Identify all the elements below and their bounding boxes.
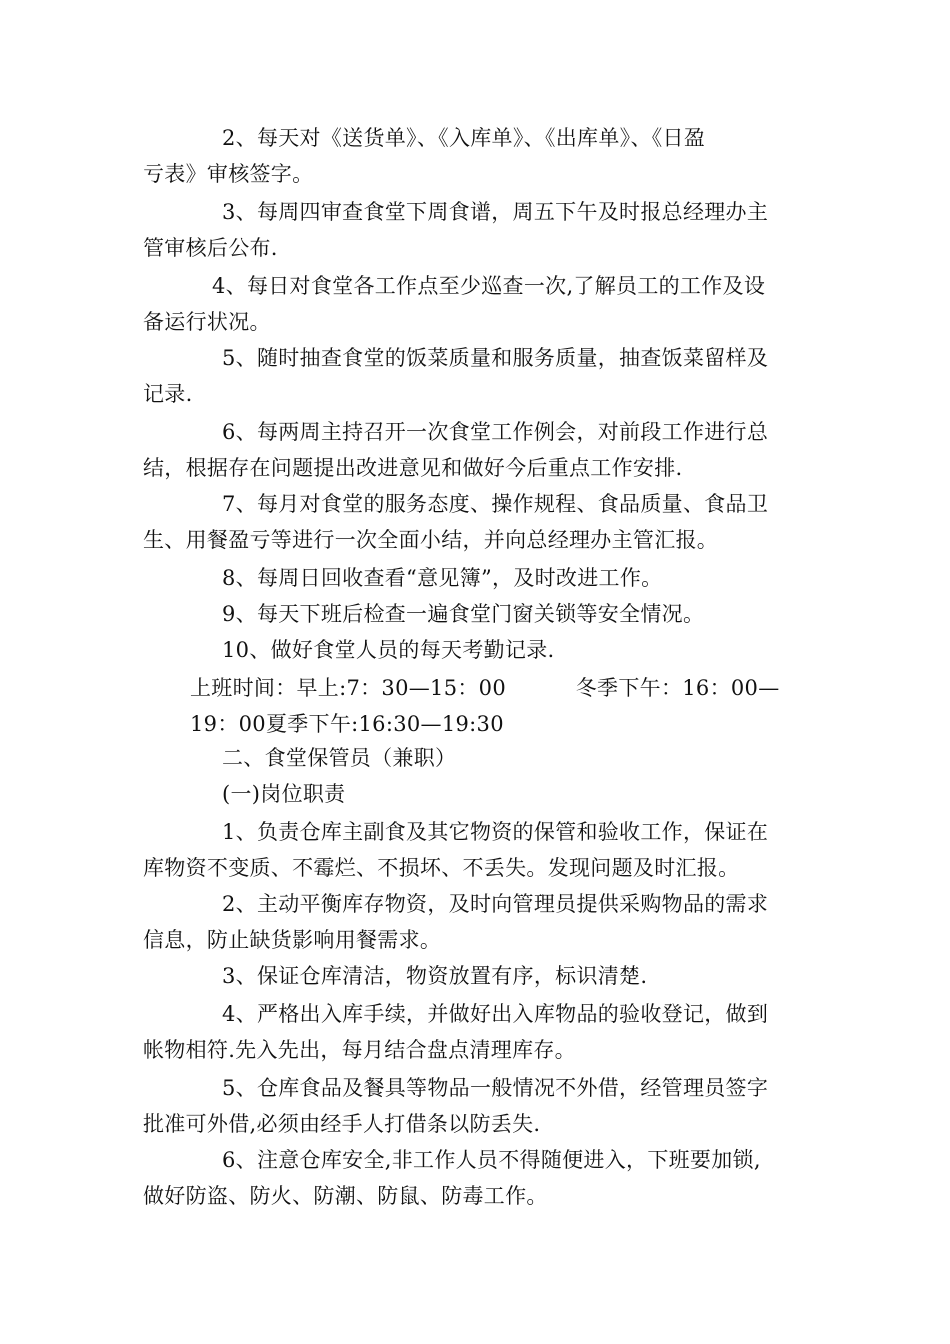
paragraph-quality-check-line-1: 5、随时抽查食堂的饭菜质量和服务质量，抽查饭菜留样及 bbox=[222, 346, 769, 370]
paragraph-biweekly-meeting-line-2: 结，根据存在问题提出改进意见和做好今后重点工作安排. bbox=[143, 456, 683, 480]
paragraph-biweekly-meeting-line-1: 6、每两周主持召开一次食堂工作例会，对前段工作进行总 bbox=[222, 420, 769, 444]
paragraph-section-storekeeper-line-1: 二、食堂保管员（兼职） bbox=[222, 746, 457, 770]
paragraph-safety-check-line-1: 9、每天下班后检查一遍食堂门窗关锁等安全情况。 bbox=[222, 602, 705, 626]
paragraph-duty-4-line-1: 4、严格出入库手续，并做好出入库物品的验收登记，做到 bbox=[222, 1002, 769, 1026]
paragraph-monthly-summary-line-1: 7、每月对食堂的服务态度、操作规程、食品质量、食品卫 bbox=[222, 492, 769, 516]
paragraph-feedback-book-line-1: 8、每周日回收查看“意见簿”，及时改进工作。 bbox=[222, 566, 663, 590]
paragraph-duty-3-line-1: 3、保证仓库清洁，物资放置有序，标识清楚. bbox=[222, 964, 648, 988]
paragraph-daily-inspection-line-2: 备运行状况。 bbox=[143, 310, 271, 334]
paragraph-duty-4-line-2: 帐物相符.先入先出，每月结合盘点清理库存。 bbox=[143, 1038, 576, 1062]
paragraph-subsection-duties-line-1: (一)岗位职责 bbox=[222, 782, 346, 806]
paragraph-weekly-menu-line-1: 3、每周四审查食堂下周食谱，周五下午及时报总经理办主 bbox=[222, 200, 769, 224]
paragraph-weekly-menu-line-2: 管审核后公布. bbox=[143, 236, 278, 260]
paragraph-work-hours-line-1: 上班时间：早上:7：30—15：00 冬季下午：16：00— bbox=[190, 676, 780, 700]
paragraph-daily-review-line-2: 亏表》审核签字。 bbox=[143, 162, 314, 186]
paragraph-work-hours-line-2: 19：00夏季下午:16:30—19:30 bbox=[190, 712, 504, 736]
paragraph-quality-check-line-2: 记录. bbox=[143, 382, 193, 406]
paragraph-duty-6-line-1: 6、注意仓库安全,非工作人员不得随便进入，下班要加锁, bbox=[222, 1148, 761, 1172]
paragraph-daily-review-line-1: 2、每天对《送货单》、《入库单》、《出库单》、《日盈 bbox=[222, 126, 706, 150]
paragraph-monthly-summary-line-2: 生、用餐盈亏等进行一次全面小结，并向总经理办主管汇报。 bbox=[143, 528, 719, 552]
paragraph-attendance-line-1: 10、做好食堂人员的每天考勤记录. bbox=[222, 638, 555, 662]
paragraph-duty-2-line-1: 2、主动平衡库存物资，及时向管理员提供采购物品的需求 bbox=[222, 892, 769, 916]
paragraph-duty-5-line-2: 批准可外借,必须由经手人打借条以防丢失. bbox=[143, 1112, 541, 1136]
paragraph-duty-2-line-2: 信息，防止缺货影响用餐需求。 bbox=[143, 928, 442, 952]
paragraph-duty-1-line-2: 库物资不变质、不霉烂、不损坏、不丢失。发现问题及时汇报。 bbox=[143, 856, 740, 880]
paragraph-duty-6-line-2: 做好防盗、防火、防潮、防鼠、防毒工作。 bbox=[143, 1184, 548, 1208]
paragraph-duty-5-line-1: 5、仓库食品及餐具等物品一般情况不外借，经管理员签字 bbox=[222, 1076, 769, 1100]
paragraph-daily-inspection-line-1: 4、每日对食堂各工作点至少巡查一次,了解员工的工作及设 bbox=[212, 274, 766, 298]
paragraph-duty-1-line-1: 1、负责仓库主副食及其它物资的保管和验收工作，保证在 bbox=[222, 820, 769, 844]
